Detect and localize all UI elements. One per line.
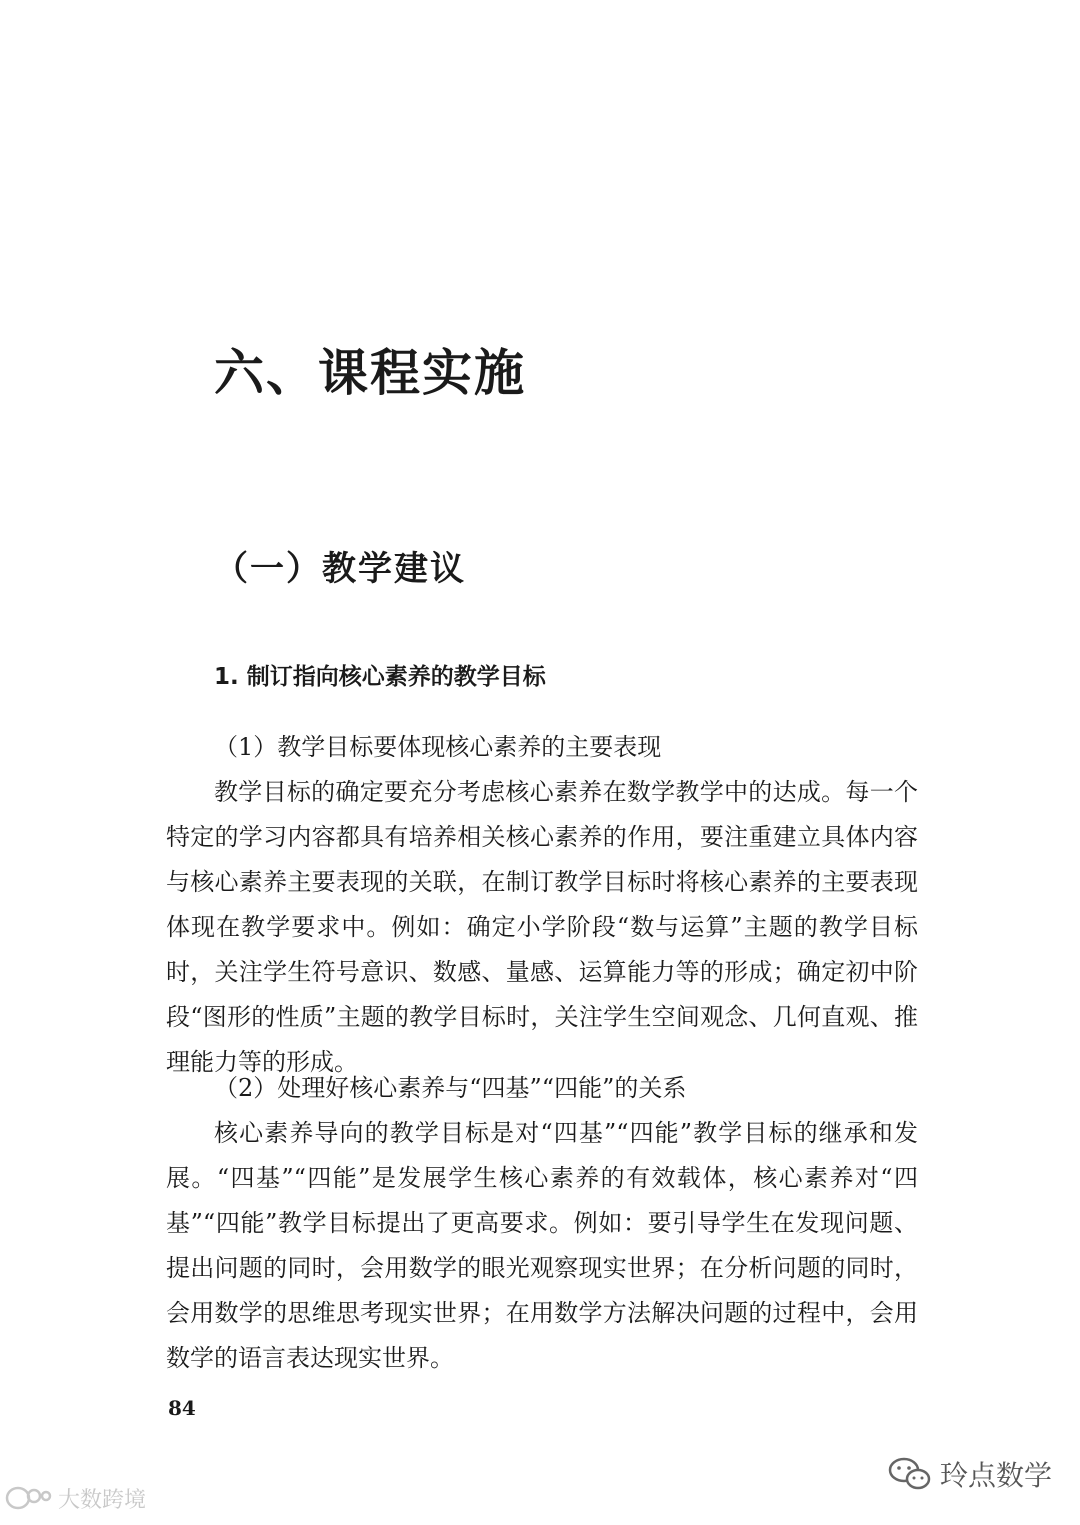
watermark-left-text: 大数跨境	[58, 1487, 147, 1513]
watermark-left	[4, 1480, 146, 1516]
point-2-heading: （2）处理好核心素养与“四基”“四能”的关系	[214, 1074, 687, 1102]
chapter-title: 六、课程实施	[214, 343, 526, 402]
subsection-title: 1. 制订指向核心素养的教学目标	[214, 664, 546, 690]
wechat-icon	[888, 1456, 932, 1492]
watermark-right	[888, 1454, 1052, 1494]
page-number: 84	[168, 1396, 196, 1420]
point-1-body: 教学目标的确定要充分考虑核心素养在数学教学中的达成。每一个特定的学习内容都具有培养相关核心素养的作用，要注重建立具体内容与核心素养主要表现的关联，在制订教学目标时将核心素养的主要表现体现在教学要求中。例如：确定小学阶段“数与运算”主题的教学目标时，关注学生符号意识、数感、量感、运算能力等的形成；确定初中阶段“图形的性质”主题的教学目标时，关注学生空间观念、几何直观、推理能力等的形成。	[166, 778, 918, 1076]
watermark-right-text: 玲点数学	[939, 1459, 1052, 1492]
point-1-heading: （1）教学目标要体现核心素养的主要表现	[214, 733, 662, 761]
speech-bubble-logo-icon	[4, 1483, 52, 1513]
section-title: （一）教学建议	[214, 549, 466, 589]
point-2-body: 核心素养导向的教学目标是对“四基”“四能”教学目标的继承和发展。“四基”“四能”是发展学生核心素养的有效载体，核心素养对“四基”“四能”教学目标提出了更高要求。例如：要引导学生在发现问题、提出问题的同时，会用数学的眼光观察现实世界；在分析问题的同时，会用数学的思维思考现实世界；在用数学方法解决问题的过程中，会用数学的语言表达现实世界。	[166, 1119, 918, 1372]
